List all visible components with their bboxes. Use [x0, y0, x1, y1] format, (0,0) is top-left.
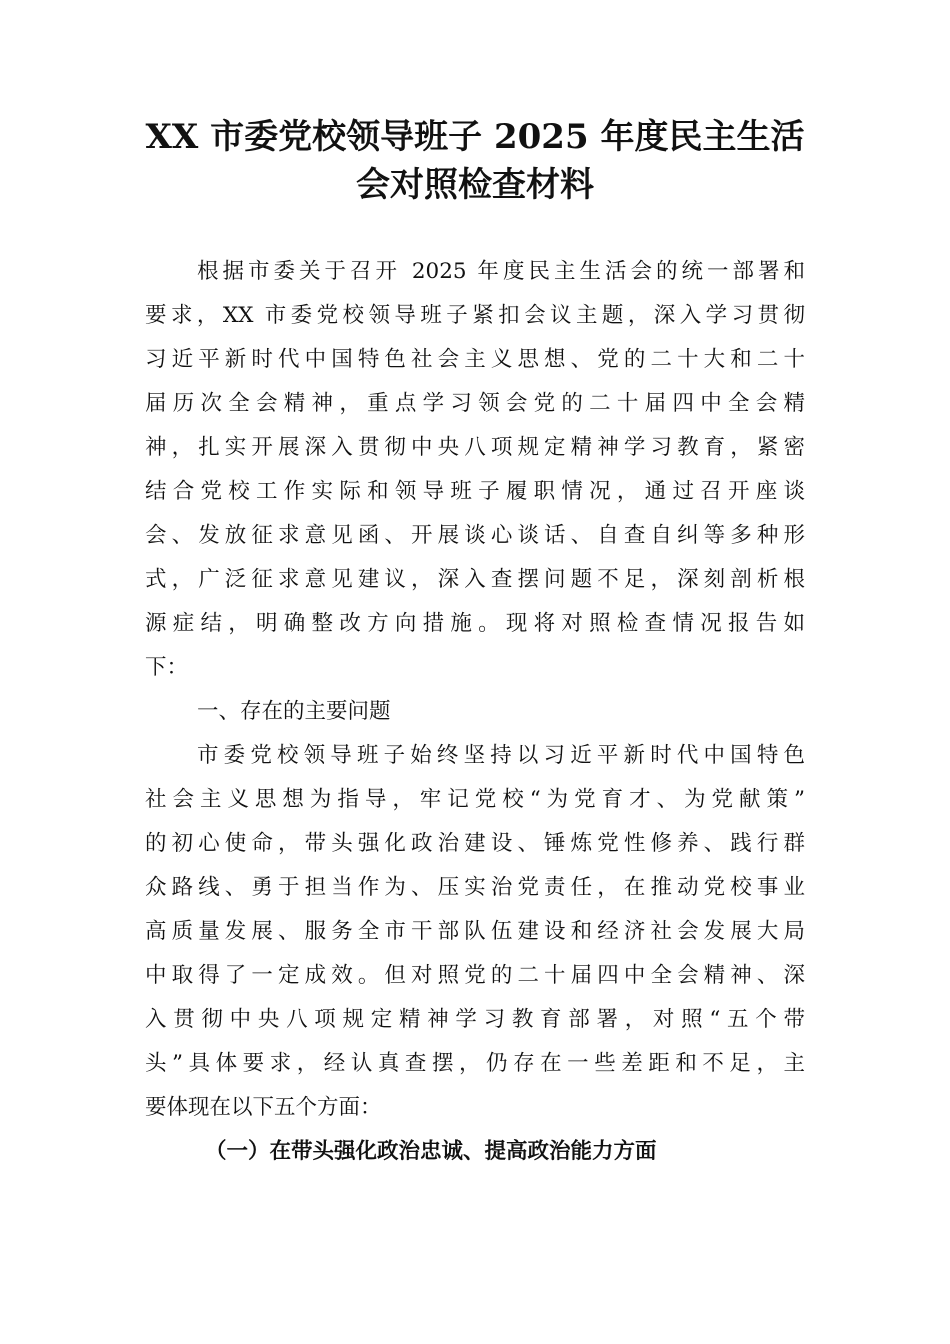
problems-paragraph: [145, 734, 805, 1130]
paragraph-line: 届历次全会精神，重点学习领会党的二十届四中全会精: [145, 391, 805, 416]
paragraph-line: 众路线、勇于担当作为、压实治党责任，在推动党校事业: [145, 875, 805, 900]
paragraph-line: 头”具体要求，经认真查摆，仍存在一些差距和不足，主: [145, 1051, 805, 1076]
paragraph-line: 中取得了一定成效。但对照党的二十届四中全会精神、深: [145, 963, 805, 988]
paragraph-line: 习近平新时代中国特色社会主义思想、党的二十大和二十: [145, 347, 805, 372]
paragraph-line: 市委党校领导班子始终坚持以习近平新时代中国特色: [197, 743, 805, 768]
paragraph-line: 式，广泛征求意见建议，深入查摆问题不足，深刻剖析根: [145, 567, 805, 592]
paragraph-line: 要体现在以下五个方面：: [145, 1095, 382, 1120]
paragraph-line: 会、发放征求意见函、开展谈心谈话、自查自纠等多种形: [145, 523, 805, 548]
section-heading: 一、存在的主要问题: [197, 699, 391, 724]
paragraph-line: 要求，XX 市委党校领导班子紧扣会议主题，深入学习贯彻: [145, 303, 805, 328]
subsection-heading: （一）在带头强化政治忠诚、提高政治能力方面: [205, 1139, 657, 1164]
paragraph-line: 下：: [145, 655, 189, 680]
title-line: XX 市委党校领导班子 2025 年度民主生活: [145, 117, 805, 157]
paragraph-line: 神，扎实开展深入贯彻中央八项规定精神学习教育，紧密: [145, 435, 805, 460]
paragraph-line: 社会主义思想为指导，牢记党校“为党育才、为党献策”: [145, 787, 805, 812]
paragraph-line: 根据市委关于召开 2025 年度民主生活会的统一部署和: [197, 259, 805, 284]
paragraph-line: 源症结，明确整改方向措施。现将对照检查情况报告如: [145, 611, 805, 636]
title-line: 会对照检查材料: [356, 165, 594, 205]
intro-paragraph: [145, 250, 805, 690]
document-body: [145, 250, 805, 1174]
paragraph-line: 结合党校工作实际和领导班子履职情况，通过召开座谈: [145, 479, 805, 504]
document-title: [130, 113, 820, 209]
paragraph-line: 高质量发展、服务全市干部队伍建设和经济社会发展大局: [145, 919, 805, 944]
paragraph-line: 的初心使命，带头强化政治建设、锤炼党性修养、践行群: [145, 831, 805, 856]
paragraph-line: 入贯彻中央八项规定精神学习教育部署，对照“五个带: [145, 1007, 805, 1032]
